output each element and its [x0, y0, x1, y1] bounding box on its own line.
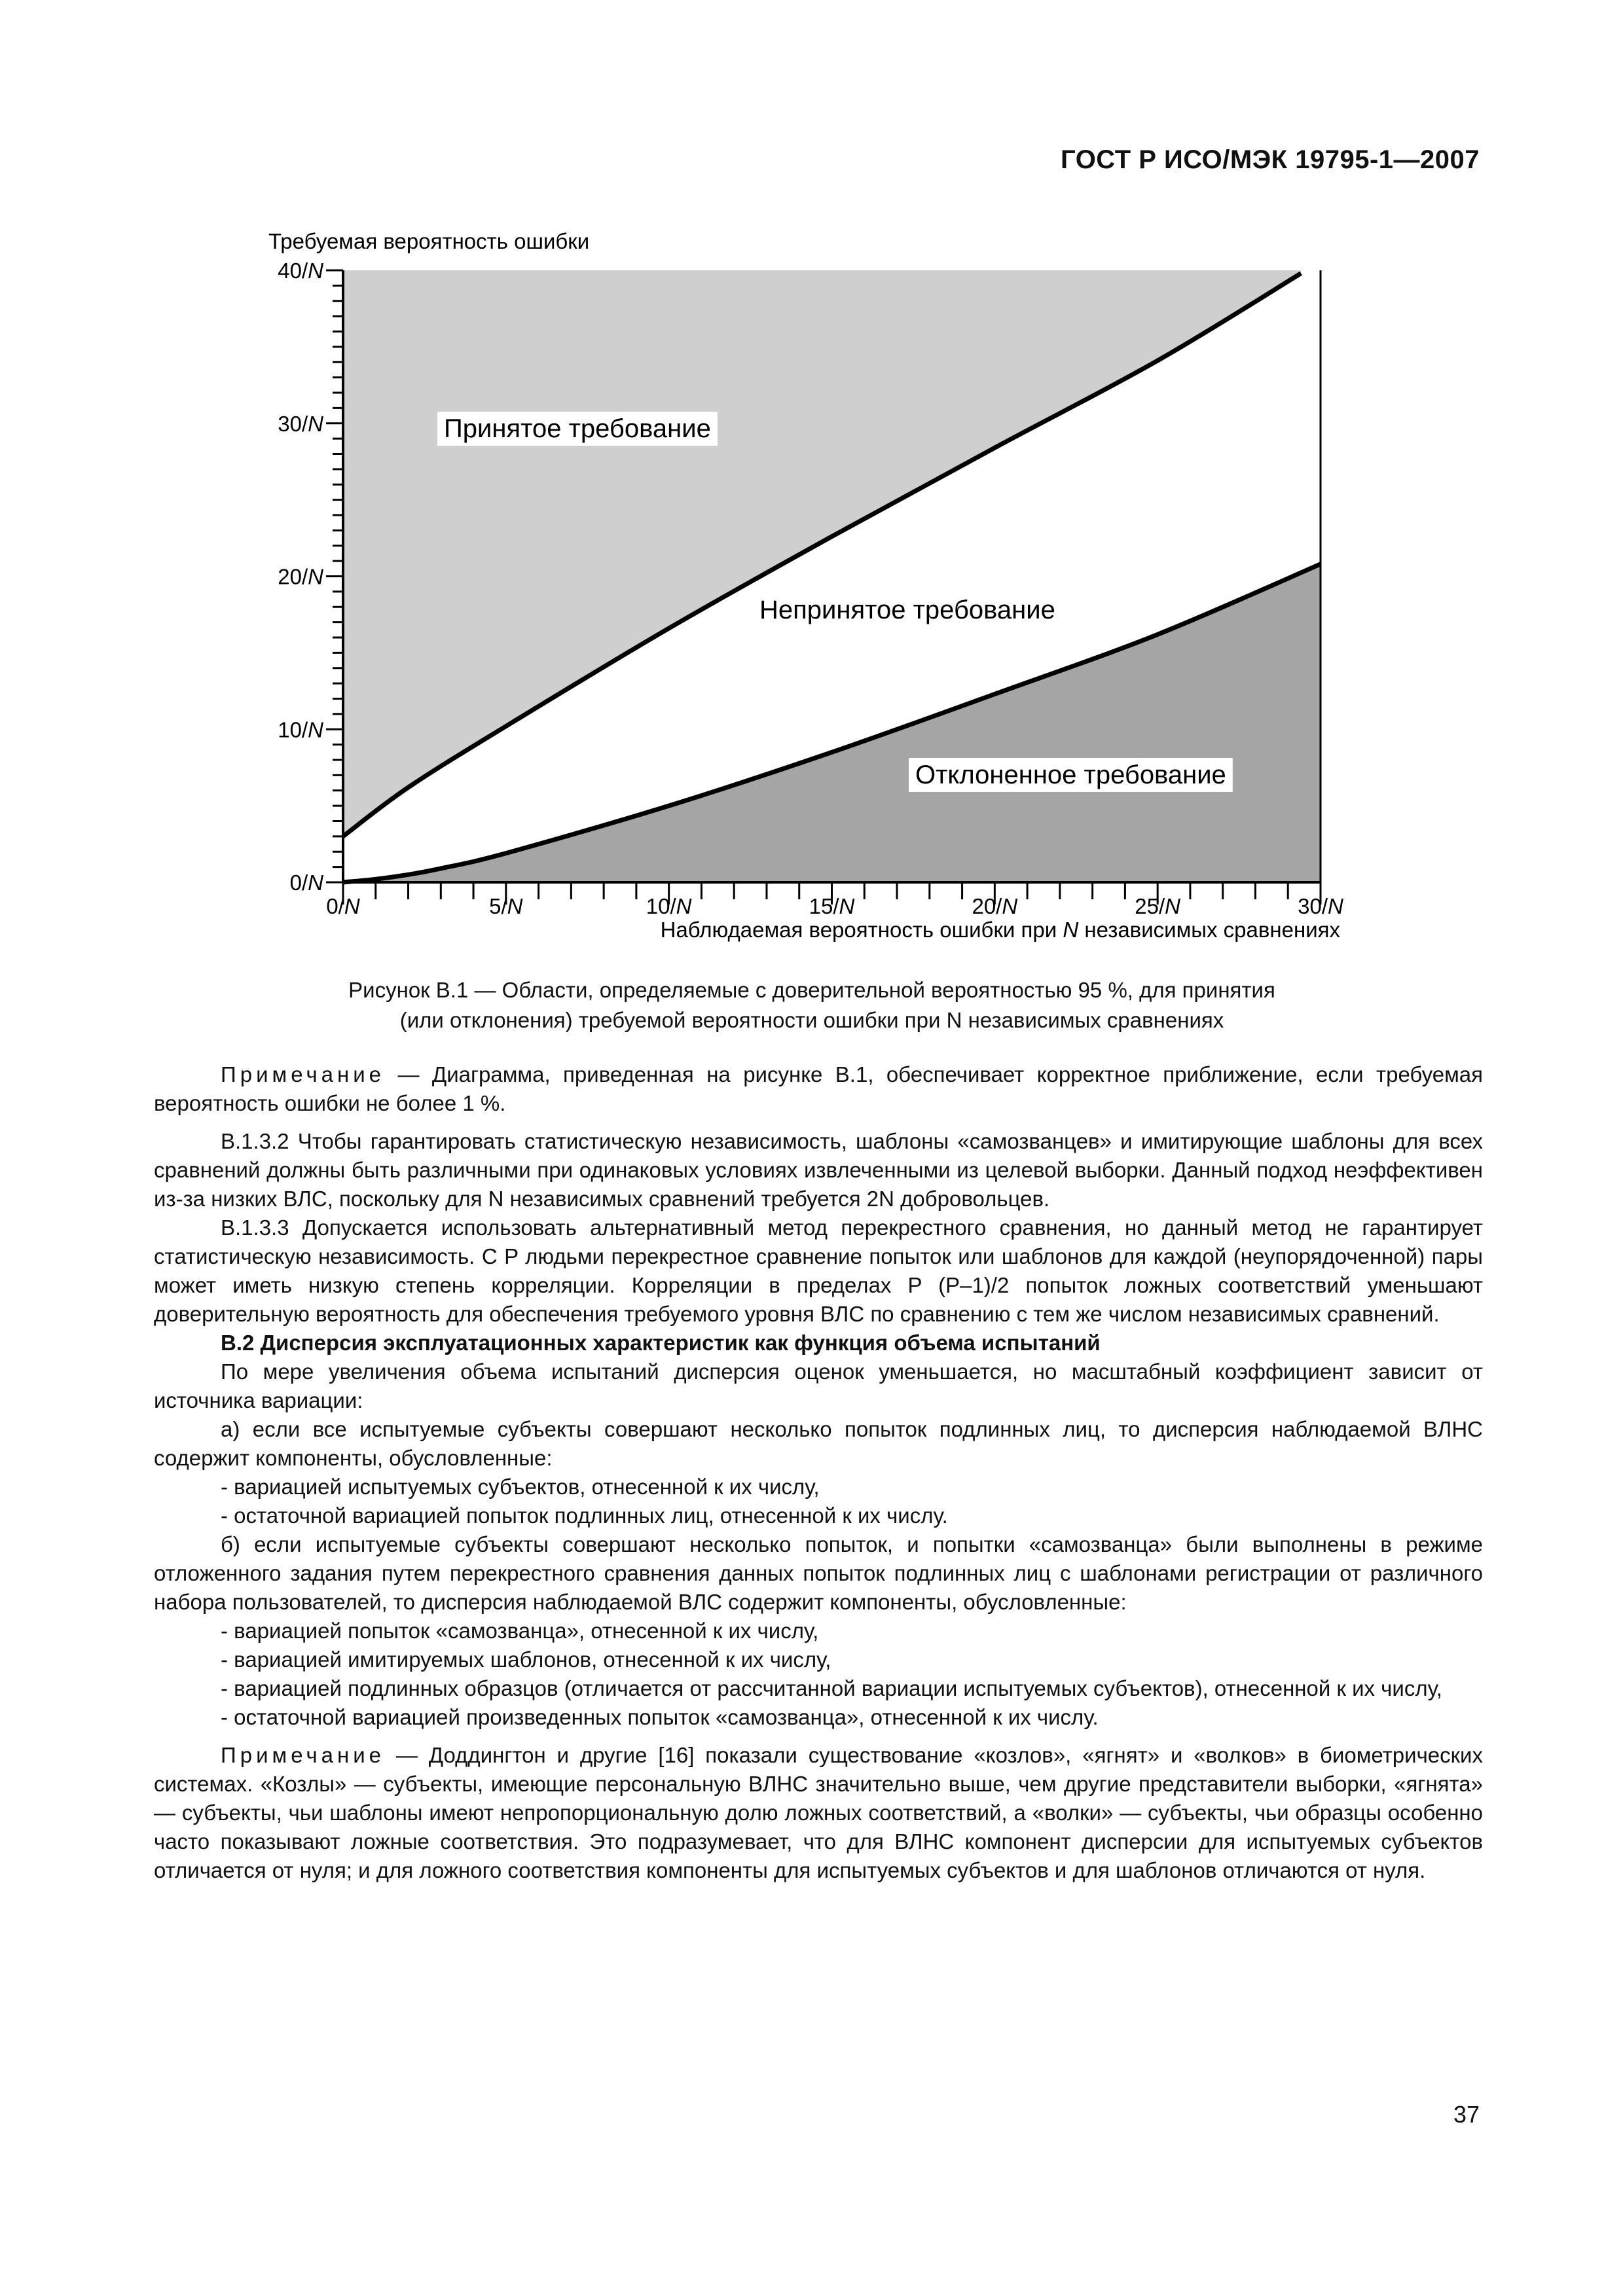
y-tick-label: 20/N	[278, 564, 323, 589]
note-1-label: Примечание	[221, 1062, 386, 1086]
y-tick-label: 30/N	[278, 411, 323, 436]
y-axis-label: Требуемая вероятность ошибки	[268, 229, 590, 253]
y-tick-label: 10/N	[278, 717, 323, 742]
x-tick-label: 5/N	[489, 894, 523, 918]
list-item-b-2: - вариацией имитируемых шаблонов, отнесенной к их числу,	[221, 1647, 831, 1672]
note-2-label: Примечание	[221, 1743, 386, 1767]
not-accepted-region-label: Непринятое требование	[759, 596, 1055, 624]
figure-caption	[183, 975, 1440, 1035]
document-body	[154, 1060, 1483, 1885]
x-tick-label: 20/N	[972, 894, 1018, 918]
y-tick-label: 0/N	[289, 870, 323, 895]
caption-line-2: (или отклонения) требуемой вероятности ошибки при N независимых сравнениях	[399, 1008, 1224, 1032]
list-item-a: а) если все испытуемые субъекты совершают несколько попыток подлинных лиц, то дисперсия наблюдаемой ВЛНС содержит компоненты, обусловленные:	[154, 1417, 1483, 1470]
paragraph-b2-intro: По мере увеличения объема испытаний дисперсия оценок уменьшается, но масштабный коэффициент зависит от источника вариации:	[154, 1359, 1483, 1412]
note-1-text: — Диаграмма, приведенная на рисунке В.1, обеспечивает корректное приближение, если требуемая вероятность ошибки не более 1 %.	[154, 1062, 1483, 1115]
accepted-region-label: Принятое требование	[444, 414, 711, 443]
document-header: ГОСТ Р ИСО/МЭК 19795-1—2007	[1061, 145, 1480, 174]
x-tick-label: 15/N	[809, 894, 855, 918]
list-item-b-1: - вариацией попыток «самозванца», отнесенной к их числу,	[221, 1619, 819, 1643]
note-2	[154, 1741, 1483, 1885]
section-heading-b2: В.2 Дисперсия эксплуатационных характеристик как функция объема испытаний	[221, 1331, 1101, 1355]
list-item-a-1: - вариацией испытуемых субъектов, отнесенной к их числу,	[221, 1475, 820, 1499]
page-number: 37	[1453, 2101, 1480, 2128]
x-tick-label: 0/N	[326, 894, 360, 918]
rejected-region-label: Отклоненное требование	[915, 761, 1226, 789]
list-item-b-3: - вариацией подлинных образцов (отличается от рассчитанной вариации испытуемых субъектов), отнесенной к их числу,	[221, 1676, 1442, 1700]
note-1	[154, 1060, 1483, 1118]
paragraph-b133: В.1.3.3 Допускается использовать альтернативный метод перекрестного сравнения, но данный метод не гарантирует статистическую независимость. С P людьми перекрестное сравнение попыток или шаблонов для каждой (неупорядоченной) пары может иметь низкую степень корреляции. Корреляции в пределах P (P–1)/2 попыток ложных соответствий уменьшают доверительную вероятность для обеспечения требуемого уровня ВЛС по сравнению с тем же числом независимых сравнений.	[154, 1215, 1483, 1326]
caption-line-1: Рисунок В.1 — Области, определяемые с доверительной вероятностью 95 %, для принятия	[348, 978, 1275, 1002]
y-tick-label: 40/N	[278, 259, 323, 283]
figure-b1-chart	[0, 0, 1623, 969]
list-item-b-4: - остаточной вариацией произведенных попыток «самозванца», отнесенной к их числу.	[221, 1705, 1099, 1729]
list-item-a-2: - остаточной вариацией попыток подлинных лиц, отнесенной к их числу.	[221, 1503, 948, 1528]
x-tick-label: 25/N	[1135, 894, 1181, 918]
note-2-text: — Доддингтон и другие [16] показали существование «козлов», «ягнят» и «волков» в биометрических системах. «Козлы» — субъекты, имеющие персональную ВЛНС значительно выше, чем другие представители выборки, «ягнята» — субъекты, чьи шаблоны имеют непропорциональную долю ложных соответствий, а «волки» — субъекты, чьи образцы особенно часто показывают ложные соответствия. Это подразумевает, что для ВЛНС компонент дисперсии для испытуемых субъектов отличается от нуля; и для ложного соответствия компоненты для испытуемых субъектов и для шаблонов отличаются от нуля.	[154, 1743, 1483, 1882]
x-tick-label: 30/N	[1298, 894, 1343, 918]
x-tick-label: 10/N	[646, 894, 692, 918]
paragraph-b132: В.1.3.2 Чтобы гарантировать статистическую независимость, шаблоны «самозванцев» и имитирующие шаблоны для всех сравнений должны быть различными при одинаковых условиях извлеченными из целевой выборки. Данный подход неэффективен из-за низких ВЛС, поскольку для N независимых сравнений требуется 2N добровольцев.	[154, 1129, 1483, 1211]
x-axis-label: Наблюдаемая вероятность ошибки при N независимых сравнениях	[660, 918, 1340, 942]
list-item-b: б) если испытуемые субъекты совершают несколько попыток, и попытки «самозванца» были выполнены в режиме отложенного задания путем перекрестного сравнения данных попыток подлинных лиц с шаблонами регистрации от различного набора пользователей, то дисперсия наблюдаемой ВЛС содержит компоненты, обусловленные:	[154, 1532, 1483, 1614]
